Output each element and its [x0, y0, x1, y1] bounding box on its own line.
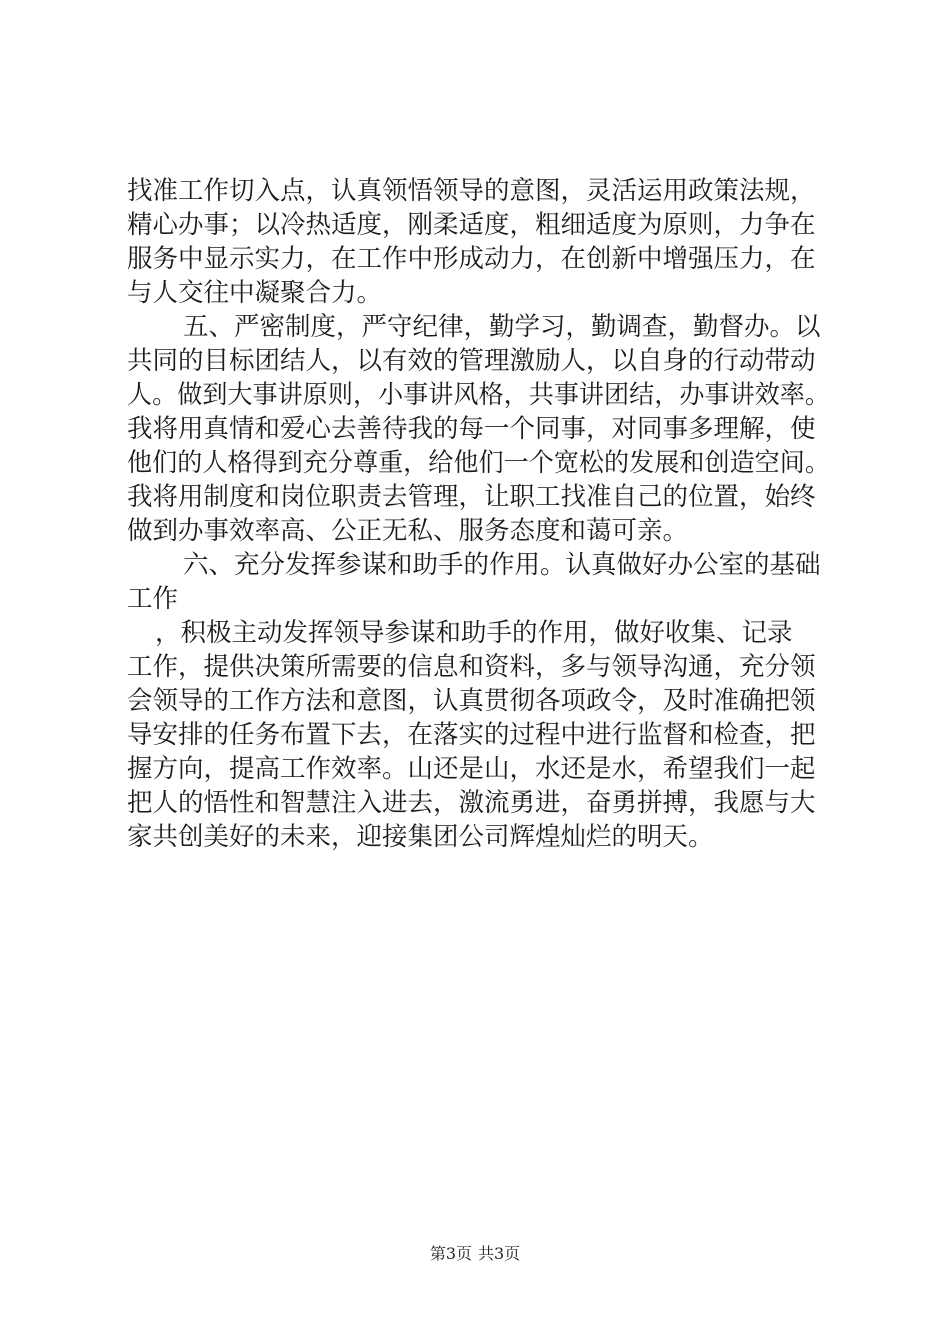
line-text: 会领导的工作方法和意图，认真贯彻各项政令，及时准确把领: [127, 686, 816, 716]
line-text: 家共创美好的未来，迎接集团公司辉煌灿烂的明天。: [127, 822, 714, 852]
line-text: 人。做到大事讲原则，小事讲风格，共事讲团结，办事讲效率。: [127, 380, 831, 410]
page-number: 第3页: [429, 1244, 472, 1263]
line-text: 工作，提供决策所需要的信息和资料，多与领导沟通，充分领: [127, 652, 816, 682]
line-text: 我将用真情和爱心去善待我的每一个同事，对同事多理解，使: [127, 414, 816, 444]
line-text: 服务中显示实力，在工作中形成动力，在创新中增强压力，在: [127, 244, 816, 274]
line-text: 五、严密制度，严守纪律，勤学习，勤调查，勤督办。以: [183, 312, 821, 342]
page-footer: [0, 1243, 950, 1265]
line-text: 他们的人格得到充分尊重，给他们一个宽松的发展和创造空间。: [127, 448, 831, 478]
line-text: 与人交往中凝聚合力。: [127, 278, 383, 308]
line-text: ，积极主动发挥领导参谋和助手的作用，做好收集、记录: [155, 618, 793, 648]
line-text: 把人的悟性和智慧注入进去，激流勇进，奋勇拼搏，我愿与大: [127, 788, 816, 818]
line-text: 我将用制度和岗位职责去管理，让职工找准自己的位置，始终: [127, 482, 816, 512]
line-text: 做到办事效率高、公正无私、服务态度和蔼可亲。: [127, 516, 689, 546]
line-text: 精心办事；以冷热适度，刚柔适度，粗细适度为原则，力争在: [127, 210, 816, 240]
line-text: 找准工作切入点，认真领悟领导的意图，灵活运用政策法规，: [127, 176, 816, 206]
line-text: 握方向，提高工作效率。山还是山，水还是水，希望我们一起: [127, 754, 816, 784]
line-text: 导安排的任务布置下去，在落实的过程中进行监督和检查，把: [127, 720, 816, 750]
line-text: 工作: [127, 584, 179, 614]
page-total: 共3页: [478, 1244, 521, 1263]
line-text: 六、充分发挥参谋和助手的作用。认真做好办公室的基础: [183, 550, 821, 580]
line-text: 共同的目标团结人，以有效的管理激励人，以自身的行动带动: [127, 346, 816, 376]
